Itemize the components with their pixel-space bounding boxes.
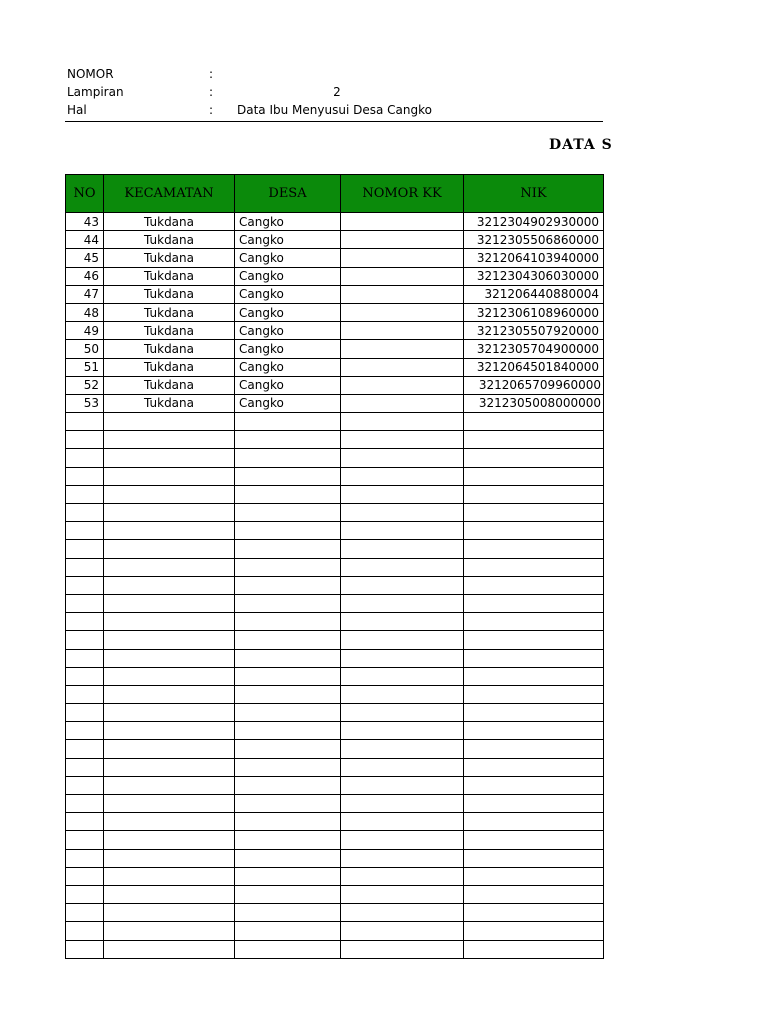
empty-cell	[341, 776, 464, 794]
cell-nik: 3212304902930000	[464, 213, 604, 231]
cell-kecamatan: Tukdana	[104, 285, 235, 303]
empty-cell	[235, 740, 341, 758]
empty-cell	[66, 885, 104, 903]
column-header-nik: NIK	[464, 175, 604, 213]
empty-cell	[235, 849, 341, 867]
empty-cell	[341, 449, 464, 467]
cell-no: 44	[66, 231, 104, 249]
cell-desa: Cangko	[235, 358, 341, 376]
empty-cell	[104, 776, 235, 794]
table-row	[66, 322, 604, 340]
empty-cell	[235, 613, 341, 631]
table-row	[66, 285, 604, 303]
empty-cell	[235, 631, 341, 649]
empty-cell	[341, 904, 464, 922]
hal-value: Data Ibu Menyusui Desa Cangko	[237, 103, 432, 117]
empty-cell	[464, 758, 604, 776]
empty-cell	[341, 722, 464, 740]
empty-cell	[464, 558, 604, 576]
empty-cell	[235, 685, 341, 703]
empty-cell	[464, 776, 604, 794]
empty-table-row	[66, 467, 604, 485]
empty-cell	[235, 776, 341, 794]
empty-cell	[341, 849, 464, 867]
empty-cell	[464, 649, 604, 667]
empty-cell	[104, 740, 235, 758]
table-row	[66, 394, 604, 412]
empty-cell	[464, 413, 604, 431]
empty-cell	[235, 431, 341, 449]
empty-cell	[235, 722, 341, 740]
empty-cell	[104, 940, 235, 958]
empty-table-row	[66, 558, 604, 576]
cell-nik: 3212064501840000	[464, 358, 604, 376]
cell-nik: 3212305506860000	[464, 231, 604, 249]
empty-cell	[235, 831, 341, 849]
empty-table-row	[66, 940, 604, 958]
table-header-row	[66, 175, 604, 213]
empty-table-row	[66, 413, 604, 431]
empty-cell	[235, 704, 341, 722]
data-table	[65, 174, 604, 959]
empty-cell	[464, 831, 604, 849]
empty-table-row	[66, 722, 604, 740]
empty-cell	[464, 885, 604, 903]
empty-cell	[66, 795, 104, 813]
empty-cell	[104, 831, 235, 849]
empty-cell	[66, 776, 104, 794]
cell-desa: Cangko	[235, 322, 341, 340]
empty-cell	[235, 795, 341, 813]
cell-nomor-kk	[341, 285, 464, 303]
empty-cell	[341, 667, 464, 685]
empty-cell	[66, 522, 104, 540]
empty-cell	[66, 722, 104, 740]
empty-cell	[66, 576, 104, 594]
empty-cell	[66, 758, 104, 776]
empty-cell	[235, 885, 341, 903]
empty-cell	[104, 904, 235, 922]
cell-no: 50	[66, 340, 104, 358]
empty-cell	[235, 467, 341, 485]
cell-nomor-kk	[341, 249, 464, 267]
empty-cell	[104, 922, 235, 940]
empty-cell	[341, 649, 464, 667]
cell-nomor-kk	[341, 358, 464, 376]
empty-cell	[66, 831, 104, 849]
empty-cell	[104, 758, 235, 776]
empty-cell	[464, 667, 604, 685]
empty-cell	[235, 904, 341, 922]
empty-cell	[235, 867, 341, 885]
empty-cell	[464, 795, 604, 813]
empty-cell	[464, 449, 604, 467]
empty-cell	[235, 504, 341, 522]
empty-cell	[341, 795, 464, 813]
empty-cell	[341, 758, 464, 776]
empty-cell	[235, 758, 341, 776]
empty-cell	[341, 613, 464, 631]
empty-cell	[235, 813, 341, 831]
empty-cell	[66, 740, 104, 758]
empty-cell	[464, 940, 604, 958]
empty-cell	[464, 594, 604, 612]
nomor-label: NOMOR	[67, 67, 114, 81]
empty-cell	[104, 558, 235, 576]
empty-table-row	[66, 594, 604, 612]
empty-cell	[464, 576, 604, 594]
cell-desa: Cangko	[235, 213, 341, 231]
lampiran-label: Lampiran	[67, 85, 124, 99]
table-row	[66, 340, 604, 358]
empty-cell	[341, 685, 464, 703]
empty-cell	[104, 449, 235, 467]
table-row	[66, 303, 604, 321]
empty-table-row	[66, 704, 604, 722]
empty-cell	[104, 576, 235, 594]
empty-cell	[341, 467, 464, 485]
column-header-kecamatan: KECAMATAN	[104, 175, 235, 213]
empty-cell	[66, 940, 104, 958]
empty-cell	[464, 685, 604, 703]
empty-cell	[66, 449, 104, 467]
empty-cell	[341, 885, 464, 903]
empty-cell	[66, 540, 104, 558]
cell-no: 49	[66, 322, 104, 340]
cell-no: 47	[66, 285, 104, 303]
empty-cell	[464, 631, 604, 649]
empty-table-row	[66, 867, 604, 885]
cell-no: 53	[66, 394, 104, 412]
empty-cell	[104, 631, 235, 649]
cell-desa: Cangko	[235, 376, 341, 394]
empty-cell	[66, 922, 104, 940]
empty-cell	[341, 540, 464, 558]
empty-cell	[464, 540, 604, 558]
empty-table-row	[66, 631, 604, 649]
empty-cell	[235, 449, 341, 467]
cell-no: 46	[66, 267, 104, 285]
column-header-desa: DESA	[235, 175, 341, 213]
empty-table-row	[66, 504, 604, 522]
empty-cell	[66, 631, 104, 649]
empty-cell	[66, 685, 104, 703]
lampiran-colon: :	[209, 85, 214, 99]
empty-cell	[464, 613, 604, 631]
empty-table-row	[66, 522, 604, 540]
empty-cell	[235, 522, 341, 540]
empty-table-row	[66, 922, 604, 940]
cell-kecamatan: Tukdana	[104, 303, 235, 321]
empty-cell	[66, 649, 104, 667]
empty-cell	[66, 594, 104, 612]
empty-cell	[104, 431, 235, 449]
cell-nomor-kk	[341, 303, 464, 321]
empty-cell	[66, 704, 104, 722]
table-row	[66, 358, 604, 376]
empty-cell	[464, 704, 604, 722]
empty-cell	[104, 667, 235, 685]
empty-cell	[341, 558, 464, 576]
cell-nomor-kk	[341, 231, 464, 249]
empty-cell	[104, 540, 235, 558]
cell-kecamatan: Tukdana	[104, 213, 235, 231]
hal-label: Hal	[67, 103, 87, 117]
empty-cell	[66, 558, 104, 576]
empty-cell	[341, 813, 464, 831]
table-row	[66, 376, 604, 394]
empty-cell	[341, 504, 464, 522]
cell-desa: Cangko	[235, 340, 341, 358]
table-row	[66, 231, 604, 249]
empty-table-row	[66, 667, 604, 685]
empty-cell	[104, 704, 235, 722]
table-row	[66, 213, 604, 231]
column-header-no: NO	[66, 175, 104, 213]
document-title: DATA S	[549, 137, 613, 153]
empty-cell	[104, 795, 235, 813]
cell-desa: Cangko	[235, 303, 341, 321]
empty-cell	[235, 576, 341, 594]
empty-cell	[341, 431, 464, 449]
empty-cell	[235, 413, 341, 431]
cell-kecamatan: Tukdana	[104, 358, 235, 376]
empty-cell	[464, 522, 604, 540]
cell-nik: 3212064103940000	[464, 249, 604, 267]
cell-kecamatan: Tukdana	[104, 394, 235, 412]
empty-cell	[341, 704, 464, 722]
empty-cell	[104, 722, 235, 740]
cell-nik: 3212305704900000	[464, 340, 604, 358]
empty-table-row	[66, 776, 604, 794]
cell-nomor-kk	[341, 267, 464, 285]
empty-cell	[464, 431, 604, 449]
cell-no: 43	[66, 213, 104, 231]
cell-nik: 3212304306030000	[464, 267, 604, 285]
table-row	[66, 267, 604, 285]
cell-kecamatan: Tukdana	[104, 267, 235, 285]
empty-cell	[66, 667, 104, 685]
cell-desa: Cangko	[235, 285, 341, 303]
cell-desa: Cangko	[235, 267, 341, 285]
cell-nomor-kk	[341, 340, 464, 358]
column-header-nomor-kk: NOMOR KK	[341, 175, 464, 213]
cell-kecamatan: Tukdana	[104, 249, 235, 267]
empty-cell	[104, 685, 235, 703]
empty-cell	[104, 867, 235, 885]
cell-nik: 3212305008000000	[464, 394, 604, 412]
empty-cell	[464, 722, 604, 740]
empty-cell	[66, 867, 104, 885]
cell-no: 52	[66, 376, 104, 394]
empty-table-row	[66, 758, 604, 776]
table-row	[66, 249, 604, 267]
empty-cell	[341, 594, 464, 612]
empty-table-row	[66, 449, 604, 467]
cell-kecamatan: Tukdana	[104, 231, 235, 249]
empty-table-row	[66, 576, 604, 594]
cell-no: 48	[66, 303, 104, 321]
hal-colon: :	[209, 103, 214, 117]
empty-cell	[341, 867, 464, 885]
nomor-colon: :	[209, 67, 214, 81]
empty-cell	[66, 504, 104, 522]
empty-cell	[341, 485, 464, 503]
empty-cell	[104, 504, 235, 522]
empty-cell	[66, 431, 104, 449]
cell-nik: 3212065709960000	[464, 376, 604, 394]
empty-table-row	[66, 831, 604, 849]
empty-cell	[104, 594, 235, 612]
empty-table-row	[66, 740, 604, 758]
cell-desa: Cangko	[235, 249, 341, 267]
empty-cell	[341, 631, 464, 649]
lampiran-value: 2	[333, 85, 341, 99]
empty-table-row	[66, 485, 604, 503]
empty-cell	[66, 467, 104, 485]
empty-cell	[464, 849, 604, 867]
empty-cell	[66, 613, 104, 631]
empty-table-row	[66, 849, 604, 867]
empty-cell	[341, 413, 464, 431]
empty-cell	[66, 849, 104, 867]
cell-nomor-kk	[341, 394, 464, 412]
empty-cell	[104, 613, 235, 631]
empty-cell	[66, 904, 104, 922]
empty-table-row	[66, 540, 604, 558]
empty-cell	[464, 813, 604, 831]
empty-cell	[235, 667, 341, 685]
empty-cell	[104, 885, 235, 903]
empty-cell	[66, 813, 104, 831]
empty-cell	[235, 540, 341, 558]
cell-nik: 3212306108960000	[464, 303, 604, 321]
empty-cell	[104, 413, 235, 431]
empty-cell	[104, 813, 235, 831]
empty-cell	[341, 922, 464, 940]
empty-cell	[235, 940, 341, 958]
cell-desa: Cangko	[235, 394, 341, 412]
empty-cell	[341, 522, 464, 540]
cell-nik: 3212305507920000	[464, 322, 604, 340]
empty-cell	[235, 922, 341, 940]
empty-cell	[464, 922, 604, 940]
empty-cell	[235, 594, 341, 612]
empty-cell	[66, 413, 104, 431]
empty-table-row	[66, 795, 604, 813]
empty-cell	[104, 649, 235, 667]
empty-table-row	[66, 649, 604, 667]
cell-desa: Cangko	[235, 231, 341, 249]
empty-cell	[341, 831, 464, 849]
empty-cell	[464, 867, 604, 885]
empty-table-row	[66, 904, 604, 922]
empty-table-row	[66, 685, 604, 703]
empty-cell	[235, 649, 341, 667]
empty-cell	[104, 485, 235, 503]
empty-cell	[464, 504, 604, 522]
empty-cell	[464, 467, 604, 485]
empty-cell	[104, 522, 235, 540]
empty-cell	[104, 849, 235, 867]
cell-nik: 321206440880004	[464, 285, 604, 303]
cell-nomor-kk	[341, 322, 464, 340]
empty-cell	[66, 485, 104, 503]
cell-no: 45	[66, 249, 104, 267]
empty-cell	[341, 576, 464, 594]
empty-cell	[341, 940, 464, 958]
empty-table-row	[66, 431, 604, 449]
header-divider	[65, 121, 603, 122]
empty-cell	[464, 904, 604, 922]
empty-table-row	[66, 813, 604, 831]
cell-kecamatan: Tukdana	[104, 322, 235, 340]
table-body	[66, 213, 604, 959]
cell-kecamatan: Tukdana	[104, 340, 235, 358]
cell-no: 51	[66, 358, 104, 376]
empty-cell	[341, 740, 464, 758]
cell-kecamatan: Tukdana	[104, 376, 235, 394]
empty-cell	[104, 467, 235, 485]
empty-cell	[464, 485, 604, 503]
empty-cell	[235, 558, 341, 576]
cell-nomor-kk	[341, 213, 464, 231]
cell-nomor-kk	[341, 376, 464, 394]
empty-cell	[464, 740, 604, 758]
empty-table-row	[66, 885, 604, 903]
empty-table-row	[66, 613, 604, 631]
empty-cell	[235, 485, 341, 503]
